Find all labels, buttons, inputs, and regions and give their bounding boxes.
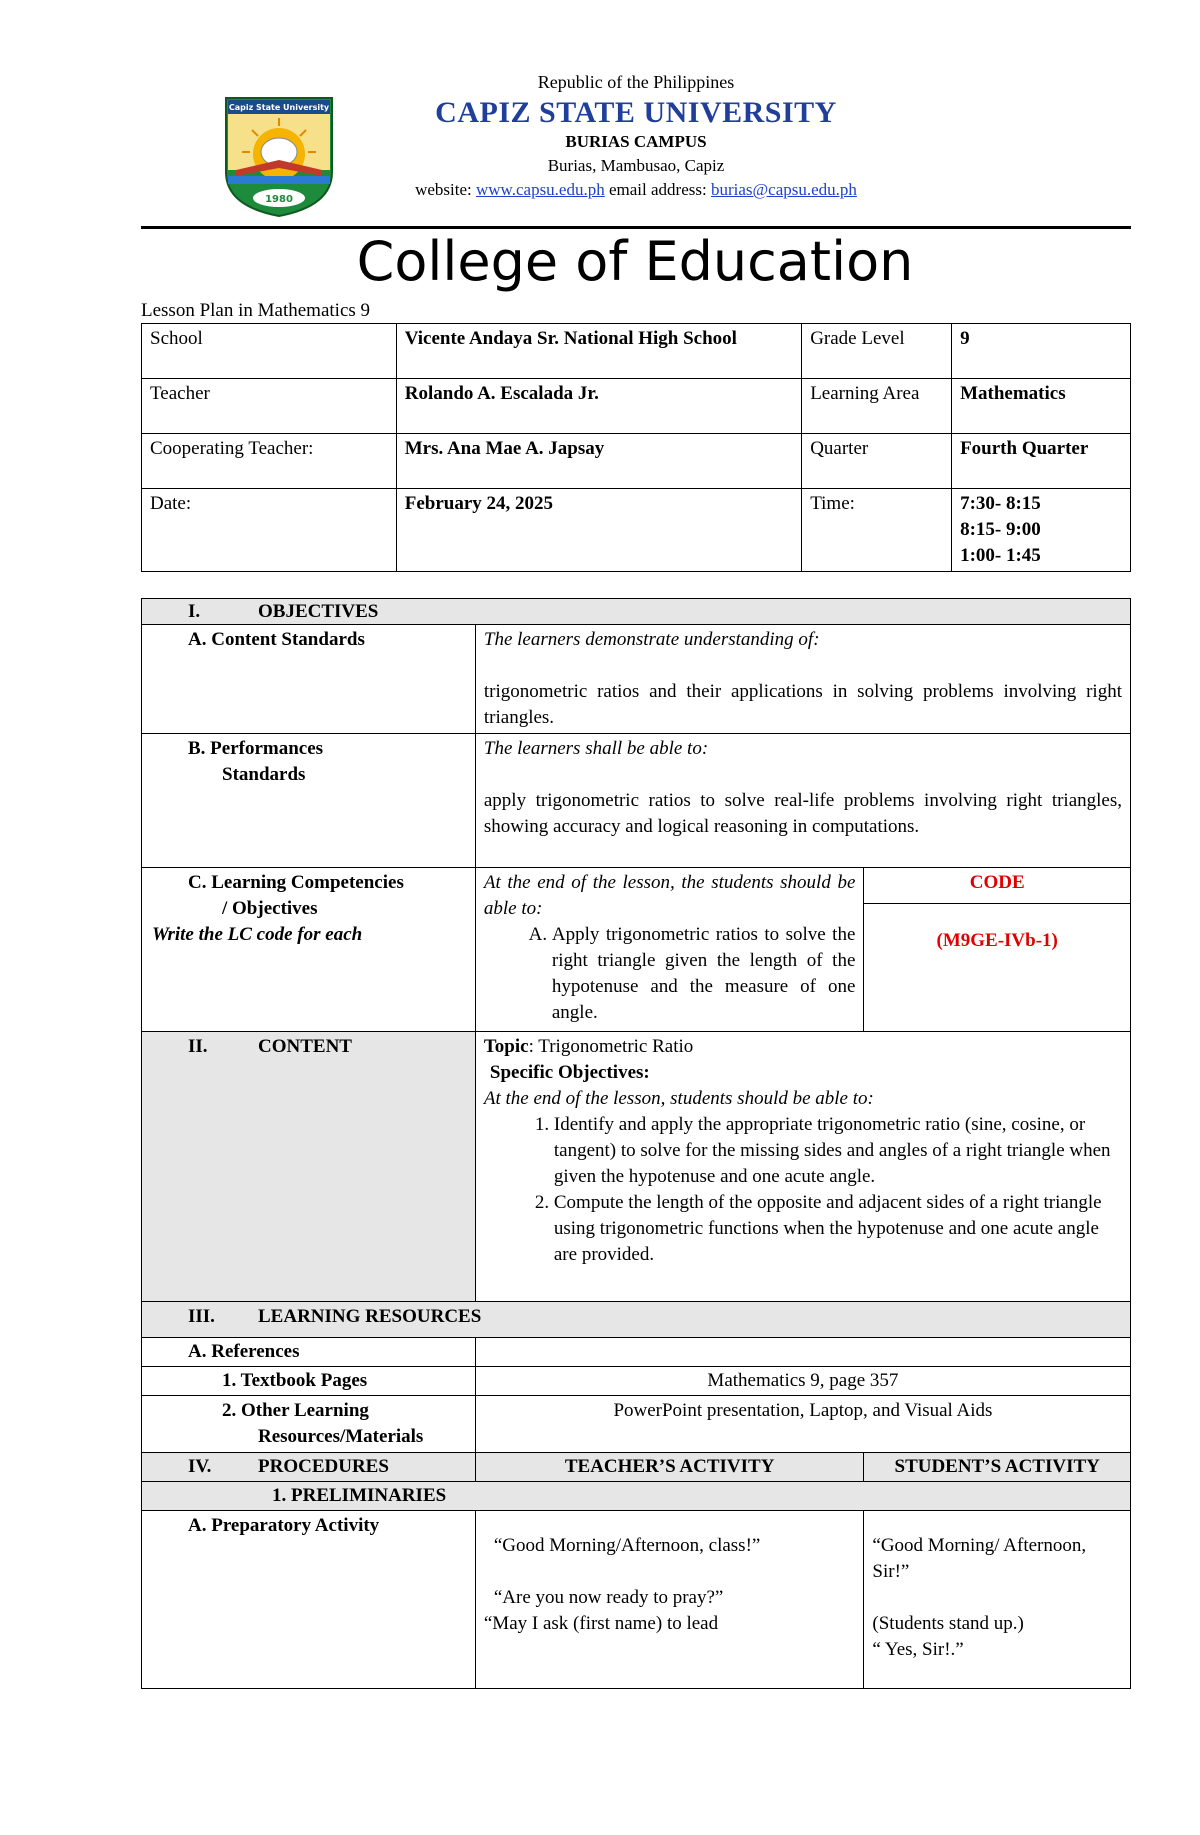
table-row bbox=[142, 324, 1131, 379]
list-item: 1. Identify and apply the appropriate trigonometric ratio (sine, cosine, or tangent) to solve for the missing sides and angles of a right triangle when given the hypotenuse and one acute angle. bbox=[554, 1112, 1122, 1190]
section-number: I. bbox=[188, 601, 201, 622]
resources-header-row bbox=[142, 1302, 1131, 1338]
website-label: website: bbox=[415, 180, 472, 199]
info-table bbox=[141, 323, 1131, 572]
teacher-value: Rolando A. Escalada Jr. bbox=[396, 379, 801, 434]
procedures-header-row bbox=[142, 1453, 1131, 1482]
lc-code: (M9GE-IVb-1) bbox=[864, 904, 1131, 1032]
time-label: Time: bbox=[802, 489, 952, 572]
references-label: A. References bbox=[188, 1341, 300, 1362]
preparatory-label: A. Preparatory Activity bbox=[188, 1515, 380, 1536]
student-activity-header: STUDENT’S ACTIVITY bbox=[864, 1453, 1131, 1482]
date-value: February 24, 2025 bbox=[396, 489, 801, 572]
textbook-label: 1. Textbook Pages bbox=[222, 1370, 368, 1391]
teacher-activity-header: TEACHER’S ACTIVITY bbox=[475, 1453, 864, 1482]
university-name: CAPIZ STATE UNIVERSITY bbox=[435, 96, 837, 129]
campus-name: BURIAS CAMPUS bbox=[565, 132, 707, 151]
list-item: A. Apply trigonometric ratios to solve the right triangle given the length of the hypotenuse and the measure of one angle. bbox=[552, 922, 856, 1026]
time-slot: 8:15- 9:00 bbox=[960, 519, 1041, 540]
specific-objectives-intro: At the end of the lesson, students should be able to: bbox=[483, 1088, 874, 1109]
competencies-intro: At the end of the lesson, the students should be able to: bbox=[483, 872, 856, 919]
republic-line: Republic of the Philippines bbox=[537, 72, 735, 92]
area-label: Learning Area bbox=[802, 379, 952, 434]
performance-standards-row bbox=[142, 734, 1131, 868]
coop-label: Cooperating Teacher: bbox=[142, 434, 397, 489]
content-row bbox=[142, 1032, 1131, 1302]
performance-standards-label: B. Performances bbox=[188, 738, 324, 759]
objectives-header-row bbox=[142, 599, 1131, 625]
time-values bbox=[952, 489, 1131, 572]
section-title: LEARNING RESOURCES bbox=[258, 1306, 482, 1327]
content-standards-text: trigonometric ratios and their applications in solving problems involving right triangles. bbox=[483, 681, 1122, 728]
date-label: Date: bbox=[142, 489, 397, 572]
section-title: PROCEDURES bbox=[258, 1456, 389, 1477]
lc-code-note: Write the LC code for each bbox=[152, 924, 363, 945]
teacher-line: “Are you now ready to pray?” bbox=[493, 1587, 724, 1608]
coop-value: Mrs. Ana Mae A. Japsay bbox=[396, 434, 801, 489]
section-title: CONTENT bbox=[258, 1036, 352, 1057]
teacher-label: Teacher bbox=[142, 379, 397, 434]
topic-value: : Trigonometric Ratio bbox=[528, 1036, 694, 1057]
list-item: 2. Compute the length of the opposite and adjacent sides of a right triangle using trigonometric functions when the hypotenuse and one acute angle are provided. bbox=[554, 1190, 1122, 1268]
code-header: CODE bbox=[864, 868, 1131, 904]
other-resources-value: PowerPoint presentation, Laptop, and Visual Aids bbox=[475, 1396, 1130, 1453]
textbook-row bbox=[142, 1367, 1131, 1396]
college-title: College of Education bbox=[356, 230, 914, 293]
table-row bbox=[142, 434, 1131, 489]
section-number: III. bbox=[188, 1306, 215, 1327]
student-line: “Good Morning/ Afternoon, Sir!” bbox=[872, 1535, 1087, 1582]
grade-value: 9 bbox=[952, 324, 1131, 379]
other-resources-row bbox=[142, 1396, 1131, 1453]
topic-label: Topic bbox=[483, 1036, 529, 1057]
time-slot: 7:30- 8:15 bbox=[960, 493, 1041, 514]
teacher-line: “Good Morning/Afternoon, class!” bbox=[493, 1535, 761, 1556]
student-line: “ Yes, Sir!.” bbox=[872, 1639, 964, 1660]
student-line: (Students stand up.) bbox=[872, 1613, 1024, 1634]
email-link[interactable]: burias@capsu.edu.ph bbox=[710, 180, 857, 199]
logo-year: 1980 bbox=[265, 194, 293, 205]
content-standards-label: A. Content Standards bbox=[188, 629, 365, 650]
specific-objectives-label: Specific Objectives: bbox=[489, 1062, 650, 1083]
quarter-value: Fourth Quarter bbox=[952, 434, 1131, 489]
section-number: II. bbox=[188, 1036, 208, 1057]
lesson-table bbox=[141, 598, 1131, 1689]
lesson-plan-title: Lesson Plan in Mathematics 9 bbox=[141, 300, 371, 321]
school-value: Vicente Andaya Sr. National High School bbox=[396, 324, 801, 379]
time-slot: 1:00- 1:45 bbox=[960, 545, 1041, 566]
section-title: OBJECTIVES bbox=[258, 601, 379, 622]
competencies-row bbox=[142, 868, 1131, 904]
quarter-label: Quarter bbox=[802, 434, 952, 489]
website-link[interactable]: www.capsu.edu.ph bbox=[476, 180, 605, 199]
other-resources-label-2: Resources/Materials bbox=[258, 1426, 424, 1447]
header-divider bbox=[141, 226, 1131, 229]
other-resources-label: 2. Other Learning bbox=[222, 1400, 369, 1421]
content-standards-row bbox=[142, 625, 1131, 734]
references-row bbox=[142, 1338, 1131, 1367]
email-label: email address: bbox=[608, 180, 707, 199]
specific-objectives-list bbox=[484, 1112, 1122, 1268]
school-label: School bbox=[142, 324, 397, 379]
logo-top-text: Capiz State University bbox=[228, 103, 330, 112]
textbook-value: Mathematics 9, page 357 bbox=[475, 1367, 1130, 1396]
competencies-list bbox=[484, 922, 856, 1026]
performance-standards-intro: The learners shall be able to: bbox=[483, 738, 709, 759]
grade-label: Grade Level bbox=[802, 324, 952, 379]
preparatory-row bbox=[142, 1511, 1131, 1689]
table-row bbox=[142, 379, 1131, 434]
campus-address: Burias, Mambusao, Capiz bbox=[547, 156, 725, 175]
section-number: IV. bbox=[188, 1456, 212, 1477]
performance-standards-text: apply trigonometric ratios to solve real-life problems involving right triangles, showing accuracy and logical reasoning in computations. bbox=[483, 790, 1122, 837]
contact-line bbox=[36, 180, 1200, 200]
performance-standards-label-2: Standards bbox=[222, 764, 306, 785]
preliminaries-label: 1. PRELIMINARIES bbox=[142, 1482, 1131, 1511]
teacher-line: “May I ask (first name) to lead bbox=[483, 1613, 719, 1634]
content-standards-intro: The learners demonstrate understanding of: bbox=[483, 629, 820, 650]
area-value: Mathematics bbox=[952, 379, 1131, 434]
competencies-label-2: / Objectives bbox=[222, 898, 318, 919]
table-row bbox=[142, 489, 1131, 572]
preliminaries-row bbox=[142, 1482, 1131, 1511]
competencies-label: C. Learning Competencies bbox=[188, 872, 404, 893]
